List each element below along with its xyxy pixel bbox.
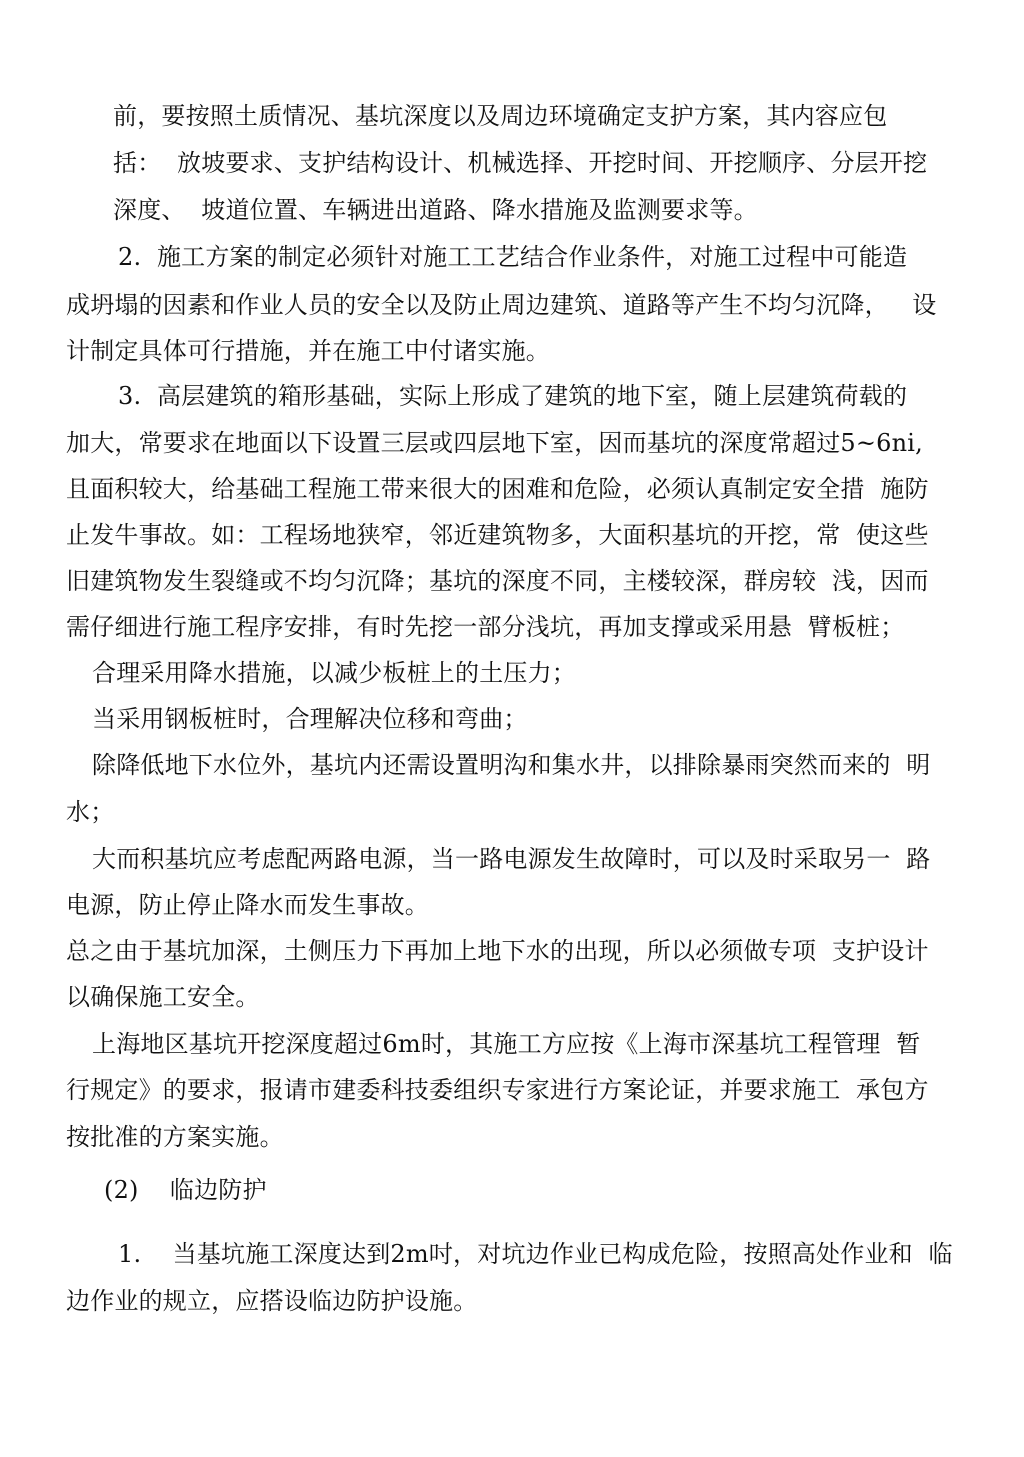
text-line: 当采用钢板桩时，合理解决位移和弯曲；	[92, 705, 528, 733]
text-line: 需仔细进行施工程序安排，有时先挖一部分浅坑，再加支撑或采用悬 臂板桩；	[66, 613, 905, 641]
text-line: 水；	[66, 798, 115, 826]
text-line: 大而积基坑应考虑配两路电源，当一路电源发生故障时，可以及时采取另一 路	[92, 845, 931, 873]
text-line: 加大，常要求在地面以下设置三层或四层地下室，因而基坑的深度常超过5~6ni,	[66, 429, 924, 457]
text-line: 合理采用降水措施，以减少板桩上的土压力；	[92, 659, 576, 687]
text-line: 2. 施工方案的制定必须针对施工工艺结合作业条件，对施工过程中可能造	[118, 243, 908, 271]
text-line: 3. 高层建筑的箱形基础，实际上形成了建筑的地下室，随上层建筑荷载的	[118, 382, 908, 410]
text-line: 括： 放坡要求、支护结构设计、机械选择、开挖时间、开挖顺序、分层开挖	[113, 149, 928, 177]
text-line: 止发牛事故。如：工程场地狭窄，邻近建筑物多，大面积基坑的开挖，常 使这些	[66, 521, 929, 549]
text-line: 电源，防止停止降水而发生事故。	[66, 891, 429, 919]
text-line: 1. 当基坑施工深度达到2m吋，对坑边作业已构成危险，按照高处作业和 临	[118, 1240, 953, 1268]
text-line: 深度、 坡道位置、车辆进出道路、降水措施及监测要求等。	[113, 196, 758, 224]
text-line: 行规定》的要求，报请市建委科技委组织专家进行方案论证，并要求施工 承包方	[66, 1076, 929, 1104]
text-line: 前，要按照土质情况、基坑深度以及周边环境确定支护方案，其内容应包	[113, 102, 888, 130]
text-line: 计制定具体可行措施，并在施工中付诸实施。	[66, 337, 550, 365]
text-line: 成坍塌的因素和作业人员的安全以及防止周边建筑、道路等产生不均匀沉降， 设	[66, 291, 937, 319]
text-line: 且面积较大，给基础工程施工带来很大的困难和危险，必须认真制定安全措 施防	[66, 475, 929, 503]
text-line: 上海地区基坑开挖深度超过6m时，其施工方应按《上海市深基坑工程管理 暂	[92, 1030, 921, 1058]
text-line: 边作业的规立，应搭设临边防护设施。	[66, 1287, 478, 1315]
text-line: 旧建筑物发生裂缝或不均匀沉降；基坑的深度不同，主楼较深，群房较 浅，因而	[66, 567, 929, 595]
text-line: 按批准的方案实施。	[66, 1123, 284, 1151]
text-line: 以确保施工安全。	[66, 983, 260, 1011]
text-line: 除降低地下水位外，基坑内还需设置明沟和集水井，以排除暴雨突然而来的 明	[92, 751, 931, 779]
section-heading: (2) 临边防护	[104, 1176, 267, 1204]
text-line: 总之由于基坑加深，土侧压力下再加上地下水的出现，所以必须做专项 支护设计	[66, 937, 929, 965]
